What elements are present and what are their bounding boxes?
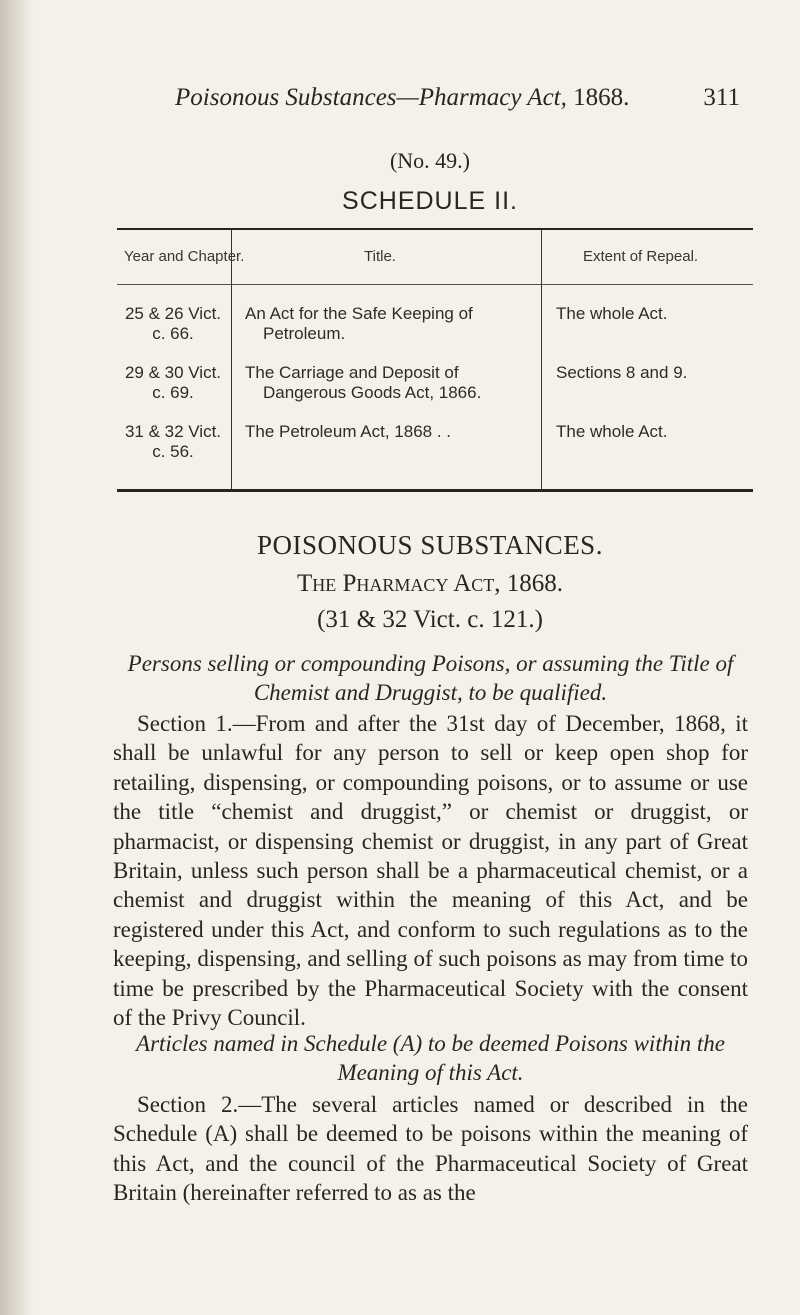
row-extent: The whole Act. xyxy=(556,304,668,323)
section-2-body: Section 2.—The several articles named or described in the Schedule (A) shall be deemed to be poisons within the meaning of this Act, and the council of the Pharmaceutical Society of Great Britain (hereinafter referred to as as the xyxy=(113,1092,748,1206)
section-1-body: Section 1.—From and after the 31st day of December, 1868, it shall be unlawful for any person to sell or keep open shop for retailing, dispensing, or compounding poisons, or to assume or use the title “chemist and druggist,” or chemist or druggist, or pharmacist, or dispensing chemist or druggist, in any part of Great Britain, unless such person shall be a pharmaceutical chemist, or a chemist and druggist within the meaning of this Act, and be registered under this Act, and conform to such regulations as to the keeping, dispensing, and selling of such poisons as may from time to time be prescribed by the Pharmaceutical Society with the consent of the Privy Council. xyxy=(113,711,748,1031)
row-title xyxy=(245,363,535,403)
row-title-line: The Petroleum Act, 1868 . . xyxy=(245,422,452,441)
running-head xyxy=(175,84,740,112)
table-header-rule xyxy=(117,284,753,285)
row-chapter: c. 56. xyxy=(152,442,194,461)
table-bottom-rule xyxy=(117,489,753,492)
page-number: 311 xyxy=(703,84,740,111)
section-2-title: Articles named in Schedule (A) to be deemed Poisons within the Meaning of this Act. xyxy=(136,1031,725,1085)
row-chapter: c. 66. xyxy=(152,324,194,343)
row-year xyxy=(117,422,229,462)
section-1-title: Persons selling or compounding Poisons, or assuming the Title of Chemist and Druggist, to be qualified. xyxy=(127,651,734,705)
section-2-text xyxy=(113,1090,748,1208)
schedule-number: (No. 49.) xyxy=(389,148,471,173)
row-year xyxy=(117,363,229,403)
section-1-text xyxy=(113,709,748,1032)
row-title-line: An Act for the Safe Keeping of xyxy=(245,304,473,323)
column-header-extent: Extent of Repeal. xyxy=(583,248,699,265)
row-year-line: 29 & 30 Vict. xyxy=(124,363,222,382)
row-year-line: 25 & 26 Vict. xyxy=(124,304,222,323)
row-chapter: c. 69. xyxy=(152,383,194,402)
running-head-year: 1868. xyxy=(573,84,630,111)
act-citation: (31 & 32 Vict. c. 121.) xyxy=(317,606,543,633)
running-head-title: Poisonous Substances—Pharmacy Act, xyxy=(175,84,567,111)
row-title xyxy=(245,304,535,344)
row-extent: The whole Act. xyxy=(556,422,668,441)
row-extent: Sections 8 and 9. xyxy=(556,363,688,382)
column-divider xyxy=(231,230,232,489)
section-heading: POISONOUS SUBSTANCES. xyxy=(257,530,603,560)
act-title: The Pharmacy Act, 1868. xyxy=(296,570,564,597)
column-header-year: Year and Chapter. xyxy=(124,248,245,265)
column-header-title: Title. xyxy=(364,248,396,265)
row-year xyxy=(117,304,229,344)
row-title xyxy=(245,422,535,442)
row-title-line: Dangerous Goods Act, 1866. xyxy=(263,383,482,402)
row-title-line: Petroleum. xyxy=(263,324,346,343)
schedule-title: SCHEDULE II. xyxy=(342,187,518,215)
column-divider xyxy=(541,230,542,489)
row-year-line: 31 & 32 Vict. xyxy=(124,422,222,441)
row-title-line: The Carriage and Deposit of xyxy=(245,363,459,382)
table-top-rule xyxy=(117,228,753,230)
